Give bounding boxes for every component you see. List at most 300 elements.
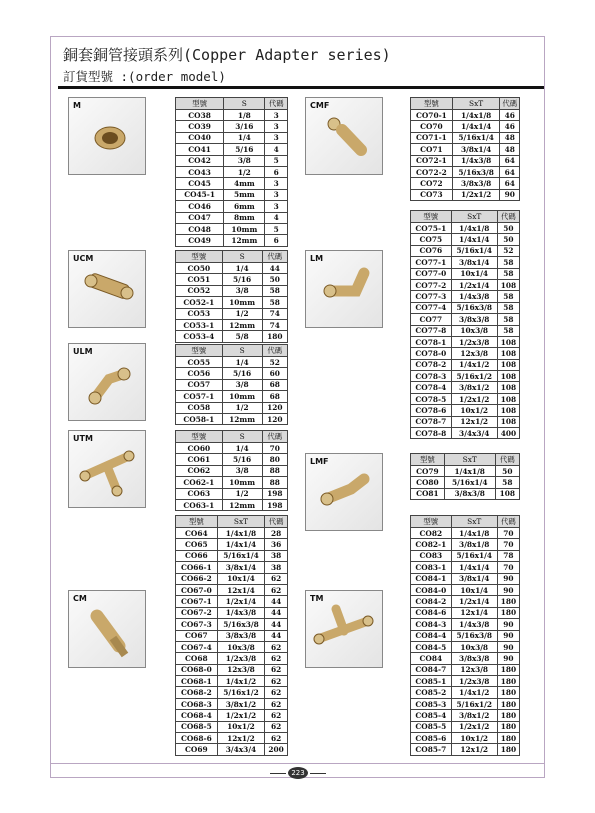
table-row [411,488,520,499]
code-cell: 120 [262,413,287,424]
model-cell: CO67 [176,630,218,641]
model-cell: CO69 [176,744,218,755]
size-cell: 12mm [222,499,262,510]
table-row [176,744,288,755]
size-cell: 10x1/2 [451,405,497,416]
product-label-lm: LM [310,254,324,263]
female-connector-icon [306,98,384,176]
model-cell: CO67-2 [176,607,218,618]
table-row [176,687,288,698]
code-cell: 58 [497,257,519,268]
table-row [411,477,520,488]
table-row [176,454,288,465]
code-cell: 48 [500,144,520,155]
column-header: S [222,251,262,263]
table-header-row [411,211,520,223]
table-row [176,721,288,732]
model-cell: CO56 [176,368,223,379]
footer-line [50,763,545,764]
size-cell: 3/8x3/8 [217,630,265,641]
model-cell: CO72-2 [411,166,453,177]
size-cell: 5/16x1/4 [451,550,497,561]
code-cell: 90 [497,573,519,584]
table-row [411,721,520,732]
product-label-cmf: CMF [310,101,330,110]
table-row [411,314,520,325]
code-cell: 108 [497,371,519,382]
table-row [411,550,520,561]
table-row [176,562,288,573]
code-cell: 180 [497,687,519,698]
code-cell: 60 [262,368,287,379]
code-cell: 3 [265,201,288,212]
size-cell: 12x3/8 [217,664,265,675]
table-row [411,710,520,721]
product-label-ulm: ULM [73,347,93,356]
table-header-row [176,516,288,528]
table-row [176,653,288,664]
size-cell: 3/8x3/8 [444,488,495,499]
model-cell: CO68-0 [176,664,218,675]
size-cell: 1/2x1/4 [217,596,265,607]
code-cell: 108 [495,488,519,499]
product-label-utm: UTM [73,434,93,443]
size-cell: 1/4x1/4 [217,539,265,550]
table-row [176,596,288,607]
size-cell: 3/8x1/2 [451,382,497,393]
size-cell: 1/2x3/8 [217,653,265,664]
table-row [411,144,520,155]
product-image-cmf [305,97,383,175]
tee-icon [306,591,384,669]
table-row [176,274,288,285]
code-cell: 74 [262,319,287,330]
code-cell: 3 [265,132,288,143]
size-cell: 3/8 [224,155,265,166]
table-header-row [411,516,520,528]
code-cell: 3 [265,189,288,200]
column-header: SxT [452,98,500,110]
code-cell: 46 [500,110,520,121]
table-row [176,391,288,402]
table-header-row [411,454,520,466]
female-elbow-icon [306,454,384,532]
model-cell: CO77-1 [411,257,452,268]
column-header: 代碼 [497,211,519,223]
size-cell: 1/2x1/4 [451,279,497,290]
product-image-cm [68,590,146,668]
column-header: 型號 [176,98,224,110]
code-cell: 36 [265,539,288,550]
size-cell: 5/16 [222,274,262,285]
table-row [176,630,288,641]
size-cell: 3/8x1/4 [452,144,500,155]
column-header: 型號 [411,98,453,110]
table-row [176,212,288,223]
union-elbow-icon [69,344,147,422]
size-cell: 12mm [222,319,262,330]
size-cell: 3/4x3/4 [217,744,265,755]
table-row [411,596,520,607]
model-cell: CO57 [176,379,223,390]
code-cell: 88 [262,477,287,488]
size-cell: 3/8x3/8 [451,314,497,325]
code-cell: 62 [265,687,288,698]
size-cell: 1/4x1/4 [452,121,500,132]
model-cell: CO71 [411,144,453,155]
size-cell: 10x1/4 [217,573,265,584]
table-row [411,245,520,256]
column-header: SxT [451,211,497,223]
code-cell: 44 [265,596,288,607]
table-row [411,166,520,177]
code-cell: 3 [265,178,288,189]
model-cell: CO46 [176,201,224,212]
size-cell: 12mm [224,235,265,246]
code-cell: 62 [265,733,288,744]
table-row [176,539,288,550]
code-cell: 44 [262,263,287,274]
code-cell: 64 [500,178,520,189]
code-cell: 68 [262,379,287,390]
code-cell: 58 [497,325,519,336]
model-cell: CO80 [411,477,445,488]
size-cell: 5/16x1/2 [217,687,265,698]
table-row [411,189,520,200]
table-row [411,257,520,268]
size-cell: 10x3/8 [451,641,497,652]
size-cell: 5mm [224,189,265,200]
model-cell: CO73 [411,189,453,200]
model-cell: CO81 [411,488,445,499]
model-cell: CO42 [176,155,224,166]
code-cell: 62 [265,641,288,652]
column-header: S [222,345,262,357]
model-cell: CO78-0 [411,348,452,359]
code-cell: 64 [500,166,520,177]
model-cell: CO66-1 [176,562,218,573]
model-cell: CO78-3 [411,371,452,382]
model-cell: CO84-3 [411,619,452,630]
size-cell: 12mm [222,413,262,424]
code-cell: 198 [262,499,287,510]
model-cell: CO72 [411,178,453,189]
size-cell: 6mm [224,201,265,212]
model-cell: CO68-5 [176,721,218,732]
model-cell: CO84-4 [411,630,452,641]
model-cell: CO61 [176,454,223,465]
model-cell: CO85-4 [411,710,452,721]
table-row [411,528,520,539]
model-cell: CO77 [411,314,452,325]
size-cell: 3/8x1/2 [217,698,265,709]
size-cell: 1/4x1/8 [452,110,500,121]
size-cell: 5/16x1/4 [451,245,497,256]
size-cell: 1/4x3/8 [451,619,497,630]
size-cell: 5/16x1/2 [451,698,497,709]
code-cell: 46 [500,121,520,132]
size-cell: 1/2x1/4 [451,596,497,607]
code-cell: 108 [497,359,519,370]
column-header: S [222,431,262,443]
size-cell: 1/4 [224,132,265,143]
table-row [176,733,288,744]
model-cell: CO75 [411,234,452,245]
table-row [411,279,520,290]
code-cell: 50 [497,223,519,234]
model-cell: CO77-4 [411,302,452,313]
code-cell: 5 [265,155,288,166]
size-cell: 1/2x1/2 [451,393,497,404]
code-cell: 180 [497,733,519,744]
spec-table-ulm [175,344,288,425]
model-cell: CO49 [176,235,224,246]
table-row [176,710,288,721]
code-cell: 62 [265,573,288,584]
size-cell: 1/4x1/2 [451,359,497,370]
code-cell: 120 [262,402,287,413]
model-cell: CO67-4 [176,641,218,652]
model-cell: CO68-2 [176,687,218,698]
model-cell: CO82 [411,528,452,539]
table-row [411,359,520,370]
size-cell: 5/16 [222,454,262,465]
model-cell: CO75-1 [411,223,452,234]
table-row [411,630,520,641]
model-cell: CO77-2 [411,279,452,290]
code-cell: 180 [497,596,519,607]
model-cell: CO72-1 [411,155,453,166]
size-cell: 1/4x1/8 [451,528,497,539]
product-image-utm [68,430,146,508]
model-cell: CO67-3 [176,619,218,630]
model-cell: CO51 [176,274,223,285]
table-header-row [176,98,288,110]
table-row [176,144,288,155]
table-row [176,607,288,618]
column-header: 代碼 [500,98,520,110]
model-cell: CO45-1 [176,189,224,200]
size-cell: 5/16x3/8 [217,619,265,630]
model-cell: CO77-8 [411,325,452,336]
size-cell: 5/16x1/4 [452,132,500,143]
code-cell: 108 [497,393,519,404]
model-cell: CO82-1 [411,539,452,550]
table-row [176,413,288,424]
code-cell: 198 [262,488,287,499]
model-cell: CO47 [176,212,224,223]
size-cell: 3/16 [224,121,265,132]
column-header: 型號 [176,516,218,528]
table-row [411,619,520,630]
code-cell: 90 [497,630,519,641]
size-cell: 3/8x3/8 [452,178,500,189]
model-cell: CO85-3 [411,698,452,709]
code-cell: 6 [265,166,288,177]
model-cell: CO68-1 [176,676,218,687]
size-cell: 1/8 [224,110,265,121]
table-row [411,562,520,573]
table-row [176,121,288,132]
model-cell: CO78-1 [411,336,452,347]
size-cell: 3/8 [222,285,262,296]
product-label-ucm: UCM [73,254,94,263]
size-cell: 1/4x1/4 [451,562,497,573]
spec-table-m [175,97,288,247]
code-cell: 38 [265,562,288,573]
page-title: 銅套銅管接頭系列(Copper Adapter series) [63,46,391,64]
code-cell: 90 [497,653,519,664]
table-row [176,379,288,390]
size-cell: 8mm [224,212,265,223]
model-cell: CO85-1 [411,676,452,687]
model-cell: CO62 [176,465,223,476]
code-cell: 3 [265,110,288,121]
table-row [176,488,288,499]
code-cell: 6 [265,235,288,246]
size-cell: 1/2 [222,402,262,413]
model-cell: CO70-1 [411,110,453,121]
model-cell: CO58-1 [176,413,223,424]
code-cell: 50 [262,274,287,285]
size-cell: 1/4x3/8 [451,291,497,302]
size-cell: 4mm [224,178,265,189]
table-row [411,405,520,416]
table-row [176,573,288,584]
size-cell: 5/16 [224,144,265,155]
code-cell: 52 [262,357,287,368]
product-image-tm [305,590,383,668]
code-cell: 90 [497,641,519,652]
model-cell: CO62-1 [176,477,223,488]
model-cell: CO71-1 [411,132,453,143]
code-cell: 50 [497,234,519,245]
table-row [176,223,288,234]
code-cell: 48 [500,132,520,143]
page-number [270,766,326,780]
male-connector-icon [69,591,147,669]
code-cell: 70 [497,562,519,573]
table-row [176,235,288,246]
model-cell: CO85-7 [411,744,452,755]
model-cell: CO52-1 [176,297,223,308]
table-row [411,744,520,755]
model-cell: CO84-0 [411,584,452,595]
table-row [176,166,288,177]
model-cell: CO84 [411,653,452,664]
size-cell: 5/16x1/2 [451,371,497,382]
model-cell: CO78-5 [411,393,452,404]
size-cell: 1/2 [222,308,262,319]
size-cell: 12x1/4 [451,607,497,618]
code-cell: 62 [265,710,288,721]
model-cell: CO84-5 [411,641,452,652]
model-cell: CO53-1 [176,319,223,330]
model-cell: CO63-1 [176,499,223,510]
table-row [411,178,520,189]
size-cell: 3/8x1/4 [451,257,497,268]
size-cell: 5/16x1/4 [217,550,265,561]
size-cell: 10mm [222,297,262,308]
code-cell: 108 [497,336,519,347]
size-cell: 3/8x1/4 [217,562,265,573]
code-cell: 62 [265,676,288,687]
table-row [176,368,288,379]
column-header: 型號 [411,211,452,223]
table-header-row [411,98,520,110]
spec-table-cmf [410,97,520,201]
table-row [411,664,520,675]
size-cell: 12x1/4 [217,584,265,595]
column-header: 代碼 [495,454,519,466]
size-cell: 1/2x1/2 [451,721,497,732]
table-row [411,393,520,404]
table-row [176,285,288,296]
code-cell: 90 [497,619,519,630]
table-row [411,428,520,439]
table-row [411,234,520,245]
table-row [176,619,288,630]
column-header: 代碼 [262,431,287,443]
size-cell: 10x3/8 [217,641,265,652]
model-cell: CO78-4 [411,382,452,393]
page-subtitle: 訂貨型號 :(order model) [63,69,226,84]
code-cell: 70 [497,528,519,539]
header-rule [58,86,544,89]
table-row [411,698,520,709]
code-cell: 180 [497,710,519,721]
code-cell: 200 [265,744,288,755]
code-cell: 108 [497,348,519,359]
table-row [411,121,520,132]
table-row [411,155,520,166]
model-cell: CO84-7 [411,664,452,675]
table-row [411,653,520,664]
model-cell: CO68 [176,653,218,664]
code-cell: 90 [497,584,519,595]
page-number-value: 223 [288,767,308,779]
code-cell: 64 [500,155,520,166]
size-cell: 1/4x1/4 [451,234,497,245]
model-cell: CO40 [176,132,224,143]
size-cell: 1/4x1/8 [444,466,495,477]
code-cell: 44 [265,607,288,618]
size-cell: 1/4 [222,263,262,274]
code-cell: 400 [497,428,519,439]
table-row [176,664,288,675]
model-cell: CO83 [411,550,452,561]
table-row [176,465,288,476]
model-cell: CO53-4 [176,331,223,342]
size-cell: 1/4x1/2 [217,676,265,687]
table-row [411,641,520,652]
table-row [411,687,520,698]
spec-table-tm [410,515,520,756]
model-cell: CO60 [176,443,223,454]
model-cell: CO52 [176,285,223,296]
table-row [176,331,288,342]
size-cell: 3/8x3/8 [451,653,497,664]
code-cell: 180 [497,676,519,687]
code-cell: 108 [497,416,519,427]
model-cell: CO38 [176,110,224,121]
code-cell: 28 [265,528,288,539]
code-cell: 80 [262,454,287,465]
code-cell: 180 [262,331,287,342]
table-row [411,348,520,359]
code-cell: 58 [497,268,519,279]
size-cell: 5/16x1/4 [444,477,495,488]
